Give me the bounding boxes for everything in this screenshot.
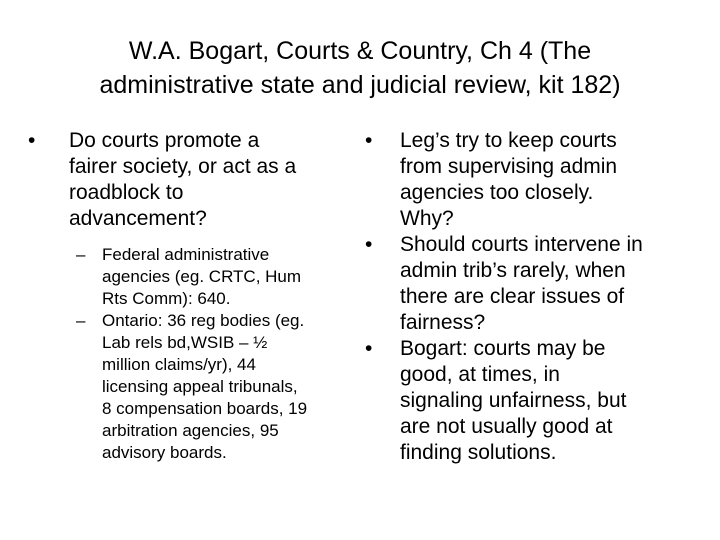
bullet-line: roadblock to	[69, 181, 184, 204]
left-column	[28, 128, 358, 464]
sub-bullet-line: Lab rels bd,WSIB – ½	[102, 333, 268, 352]
sub-bullet-line: agencies (eg. CRTC, Hum	[102, 267, 302, 286]
bullet-line: Leg’s try to keep courts	[400, 129, 617, 152]
bullet-line: Bogart: courts may be	[400, 337, 606, 360]
bullet-line: fairer society, or act as a	[69, 155, 297, 178]
bullet-line: there are clear issues of	[400, 285, 625, 308]
bullet-mark: •	[365, 129, 373, 152]
bullet-line: admin trib’s rarely, when	[400, 259, 626, 282]
bullet-line: good, at times, in	[400, 363, 560, 386]
sub-bullet-line: Ontario: 36 reg bodies (eg.	[102, 311, 305, 330]
sub-bullet-list	[28, 244, 358, 464]
bullet-line: signaling unfairness, but	[400, 389, 627, 412]
sub-bullet-item	[76, 310, 358, 464]
sub-bullet-item	[76, 244, 358, 310]
title-line: W.A. Bogart, Courts & Country, Ch 4 (The	[128, 37, 592, 65]
bullet-item	[365, 336, 705, 466]
bullet-line: Why?	[400, 207, 454, 230]
bullet-line: finding solutions.	[400, 441, 557, 464]
bullet-item	[365, 128, 705, 232]
bullet-line: fairness?	[400, 311, 486, 334]
dash-mark: –	[76, 311, 86, 330]
bullet-line: from supervising admin	[400, 155, 618, 178]
bullet-item	[365, 232, 705, 336]
title-line: administrative state and judicial review, kit 182)	[99, 71, 621, 99]
bullet-line: Should courts intervene in	[400, 233, 643, 256]
sub-bullet-line: advisory boards.	[102, 443, 227, 462]
bullet-line: are not usually good at	[400, 415, 613, 438]
bullet-line: advancement?	[69, 207, 207, 230]
dash-mark: –	[76, 245, 86, 264]
bullet-item	[28, 128, 358, 232]
sub-bullet-line: Rts Comm): 640.	[102, 289, 231, 308]
sub-bullet-line: 8 compensation boards, 19	[102, 399, 308, 418]
right-column	[365, 128, 705, 466]
sub-bullet-line: licensing appeal tribunals,	[102, 377, 298, 396]
bullet-mark: •	[28, 129, 36, 152]
bullet-mark: •	[365, 233, 373, 256]
bullet-mark: •	[365, 337, 373, 360]
slide-title	[30, 34, 690, 102]
bullet-line: Do courts promote a	[69, 129, 260, 152]
bullet-line: agencies too closely.	[400, 181, 594, 204]
sub-bullet-line: arbitration agencies, 95	[102, 421, 279, 440]
sub-bullet-line: Federal administrative	[102, 245, 270, 264]
sub-bullet-line: million claims/yr), 44	[102, 355, 256, 374]
